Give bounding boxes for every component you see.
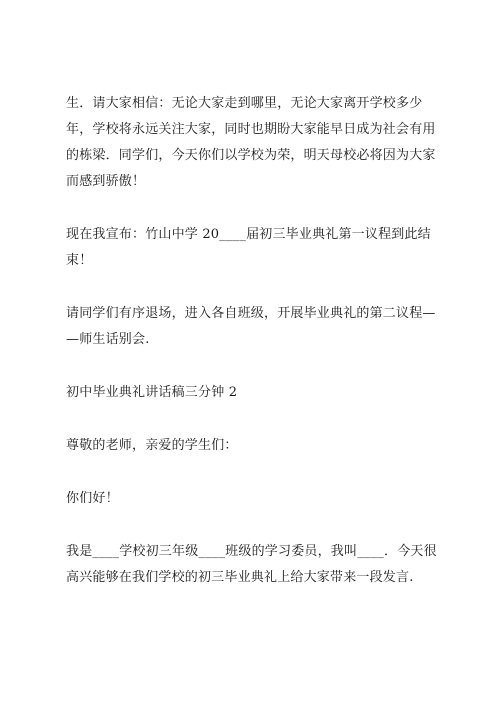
text-line: 尊敬的老师，亲爱的学生们： — [66, 438, 238, 453]
heading-text: 初中毕业典礼讲话稿三分钟 2 — [66, 385, 238, 400]
paragraph-closing-remarks — [66, 91, 438, 195]
text-line: 高兴能够在我们学校的初三毕业典礼上给大家带来一段发言. — [66, 570, 414, 585]
text-line: 而感到骄傲！ — [66, 174, 146, 189]
paragraph-dismissal — [66, 301, 438, 353]
text-line: 的栋梁．同学们，今天你们以学校为荣，明天母校必将因为大家 — [66, 148, 436, 163]
text-line: 请同学们有序退场，进入各自班级，开展毕业典礼的第二议程— — [66, 306, 436, 321]
paragraph-introduction — [66, 539, 438, 591]
paragraph-announcement — [66, 222, 438, 274]
text-line: 束！ — [66, 253, 93, 268]
text-line: —师生话别会. — [66, 332, 150, 347]
text-line: 生．请大家相信：无论大家走到哪里，无论大家离开学校多少 — [66, 96, 423, 111]
text-line: 年，学校将永远关注大家，同时也期盼大家能早日成为社会有用 — [66, 122, 436, 137]
text-line: 你们好！ — [66, 491, 119, 506]
text-line: 我是____学校初三年级____班级的学习委员，我叫____．今天很 — [66, 544, 437, 559]
text-line: 现在我宣布：竹山中学 20____届初三毕业典礼第一议程到此结 — [66, 227, 431, 242]
section-heading — [66, 380, 438, 406]
paragraph-greeting — [66, 486, 438, 512]
paragraph-salutation — [66, 433, 438, 459]
